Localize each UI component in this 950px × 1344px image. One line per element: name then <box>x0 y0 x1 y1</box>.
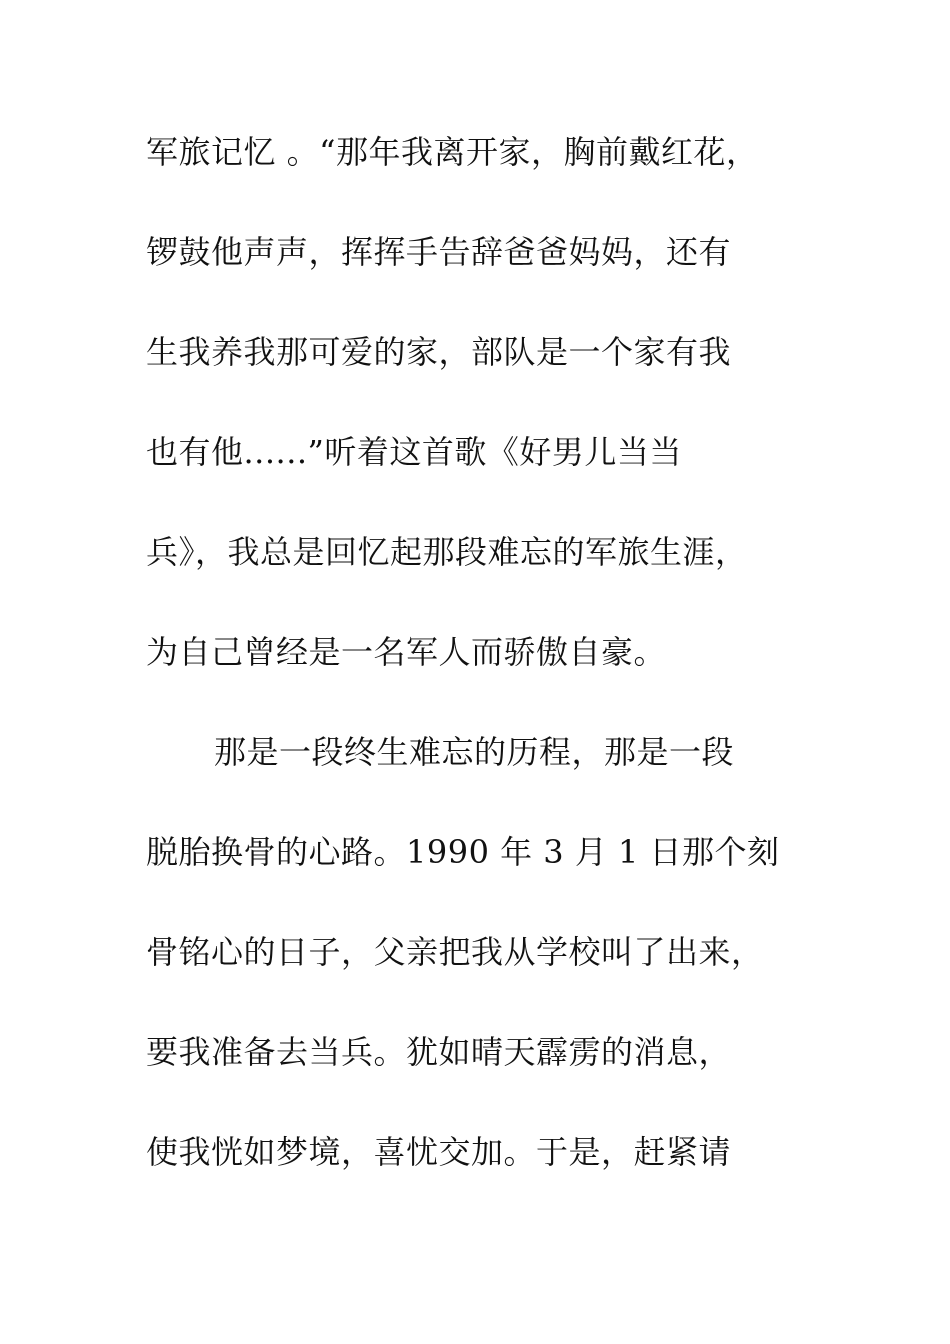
paragraph-2-line-4: 要我准备去当兵。犹如晴天霹雳的消息， <box>146 1033 732 1071</box>
paragraph-2-line-5: 使我恍如梦境，喜忧交加。于是，赶紧请 <box>146 1133 732 1171</box>
paragraph-2-line-2: 脱胎换骨的心路。1990 年 3 月 1 日那个刻 <box>146 833 780 871</box>
paragraph-1-line-4: 也有他......”听着这首歌《好男儿当当 <box>146 433 682 471</box>
paragraph-1-line-6: 为自己曾经是一名军人而骄傲自豪。 <box>146 633 667 671</box>
paragraph-1-line-5: 兵》，我总是回忆起那段难忘的军旅生涯， <box>146 533 748 571</box>
paragraph-2-line-1: 那是一段终生难忘的历程，那是一段 <box>214 733 735 771</box>
paragraph-1-line-3: 生我养我那可爱的家，部队是一个家有我 <box>146 333 732 371</box>
paragraph-1-line-2: 锣鼓他声声，挥挥手告辞爸爸妈妈，还有 <box>146 233 732 271</box>
paragraph-2-line-3: 骨铭心的日子，父亲把我从学校叫了出来， <box>146 933 764 971</box>
paragraph-1-line-1: 军旅记忆 。“那年我离开家，胸前戴红花， <box>146 133 759 171</box>
